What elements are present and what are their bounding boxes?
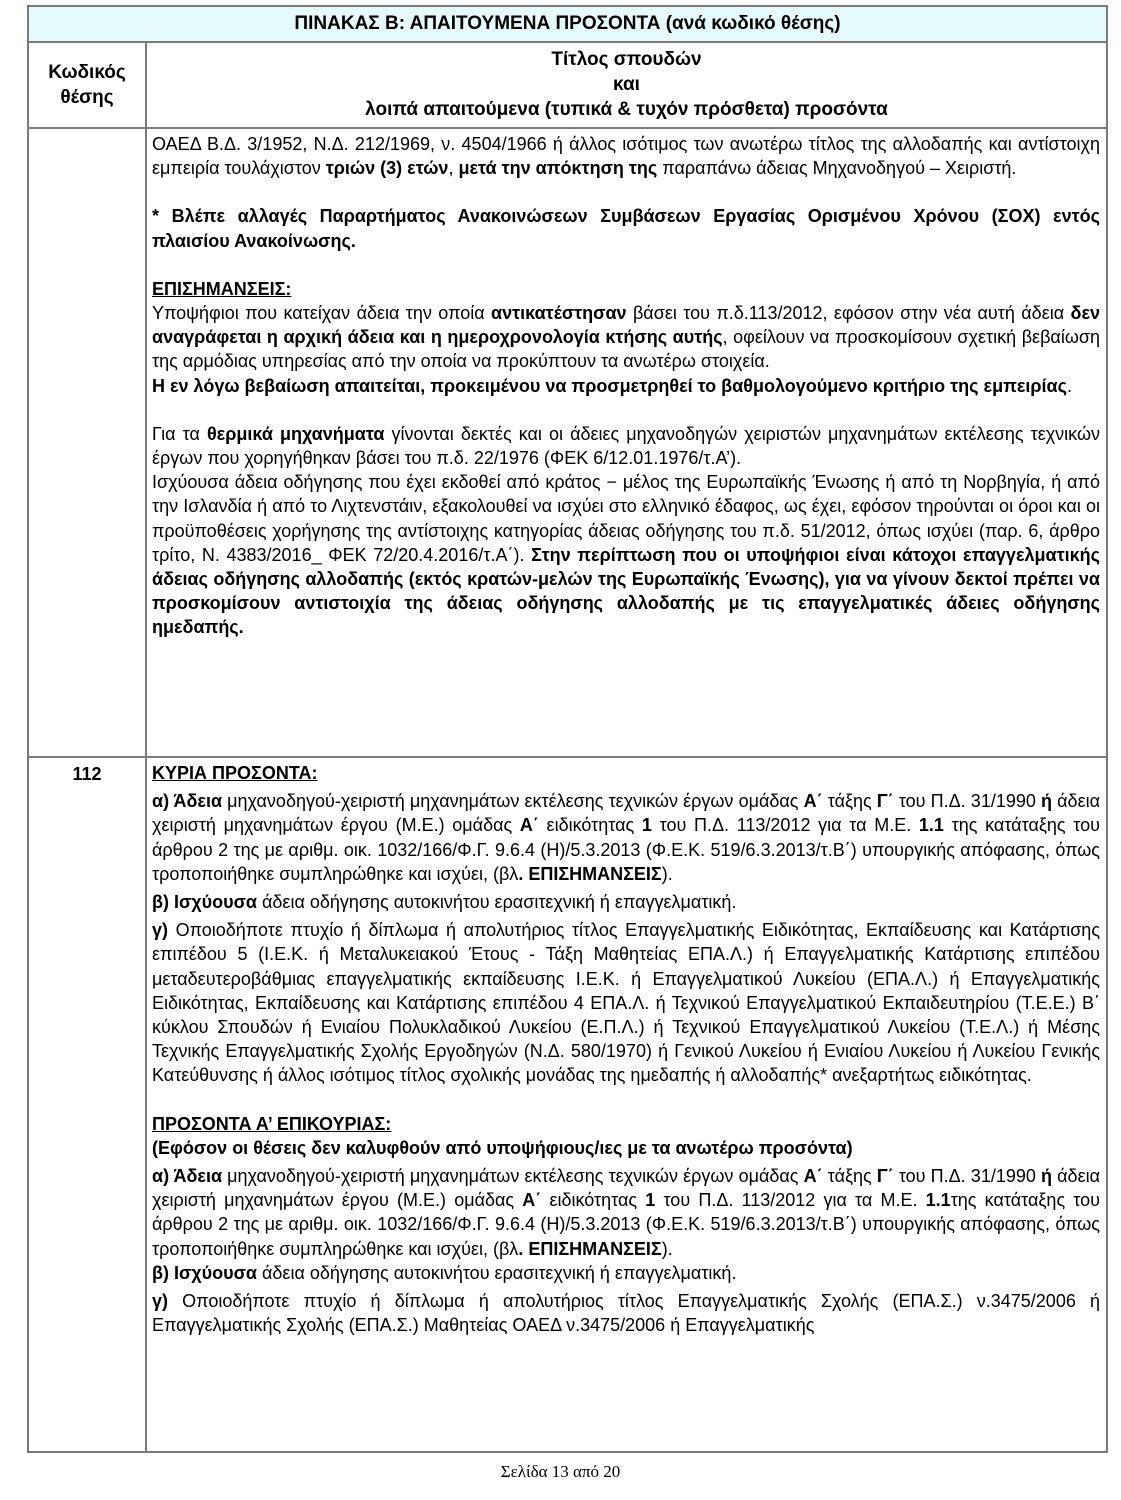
table-title	[28, 6, 1107, 42]
bold-text: β) Ισχύουσα	[152, 892, 257, 913]
text: βάσει του π.δ.113/2012, εφόσον στην νέα αυτή άδεια	[626, 303, 1071, 324]
bold-text: . ΕΠΙΣΗΜΑΝΣΕΙΣ	[518, 1238, 662, 1259]
text: γίνονται δεκτές και οι άδειες μηχανοδηγών χειριστών μηχανημάτων εκτέλεσης τεχνικών έργων που χορηγήθηκαν βάσει του π.δ. 22/1976 (ΦΕΚ 6/12.01.1976/τ.Α’).	[152, 423, 1100, 469]
auxiliary-qualification-c	[152, 1289, 1100, 1337]
position-code-cell	[28, 128, 146, 757]
bold-text: Γ΄	[876, 791, 894, 812]
text: .	[1066, 375, 1072, 396]
bold-text: γ)	[152, 920, 169, 941]
header-code-line1: Κωδικός	[48, 62, 126, 83]
bold-text: 1	[641, 815, 652, 836]
text: μηχανοδηγού-χειριστή μηχανημάτων εκτέλεσης τεχνικών έργων ομάδας	[222, 1166, 804, 1187]
text: παραπάνω άδειας Μηχανοδηγού – Χειριστή.	[657, 158, 1017, 179]
page-number: Σελίδα 13 από 20	[500, 1462, 621, 1481]
bold-text: α) Άδεια	[152, 1166, 223, 1187]
text: της κατάταξης του άρθρου 2 της με αριθμ. οικ. 1032/166/Φ.Γ. 9.6.4 (Η)/5.3.2013 (Φ.Ε.Κ. 519/6.3.2013/τ.Β΄) υπουργικής απόφασης, όπως τροποποιήθηκε συμπληρώθηκε και ισχύει, (βλ	[152, 815, 1100, 884]
bold-text: 1.1	[918, 815, 944, 836]
eu-license-paragraph	[152, 470, 1100, 639]
text: Για τα	[152, 423, 207, 444]
bold-text: δεν αναγράφεται η αρχική άδεια και η ημεροχρονολογία κτήσης αυτής	[152, 303, 1101, 348]
bold-text: Στην περίπτωση που οι υποψήφιοι είναι κάτοχοι επαγγελματικής άδειας οδήγησης αλλοδαπής (εκτός κρατών-μελών της Ευρωπαϊκής Ένωσης), για να γίνουν δεκτοί πρέπει να προσκομίσουν αντιστοιχία της άδειας οδήγησης αλλοδαπής με τις επαγγελματικές άδειες οδήγησης ημεδαπής.	[152, 544, 1100, 638]
table-row	[28, 128, 1107, 757]
header-code-line2: θέσης	[60, 87, 114, 108]
header-desc-line1: Τίτλος σπουδών	[551, 49, 702, 70]
auxiliary-qualification-b	[152, 1261, 1100, 1285]
thermal-machines-paragraph	[152, 422, 1100, 470]
requirements-table	[27, 5, 1108, 1453]
table-title-main: ΠΙΝΑΚΑΣ Β: ΑΠΑΙΤΟΥΜΕΝΑ ΠΡΟΣΟΝΤΑ	[294, 13, 661, 34]
requirements-cell	[146, 757, 1107, 1452]
bold-text: μετά την απόκτηση της	[458, 158, 658, 179]
text: μηχανοδηγού-χειριστή μηχανημάτων εκτέλεσης τεχνικών έργων ομάδας	[222, 791, 804, 812]
first-auxiliary-heading	[152, 1112, 1100, 1136]
qualification-b	[152, 890, 1100, 914]
bold-text: Α΄	[519, 815, 539, 836]
table-title-row	[28, 6, 1107, 42]
bold-text: ή	[1041, 791, 1053, 812]
text: ειδικότητας	[541, 1190, 646, 1211]
header-description-column	[146, 42, 1107, 128]
text: Οποιοδήποτε πτυχίο ή δίπλωμα ή απολυτήριος τίτλος Επαγγελματικής Σχολής (ΕΠΑ.Σ.) ν.3475/2006 ή Επαγγελματικής Σχολής (ΕΠΑ.Σ.) Μαθητείας ΟΑΕΔ ν.3475/2006 ή Επαγγελματικής	[152, 1291, 1100, 1336]
remarks-paragraph-2	[152, 374, 1100, 398]
bold-text: Α΄	[522, 1190, 542, 1211]
text: Ισχύουσα άδεια οδήγησης που έχει εκδοθεί από κράτος − μέλος της Ευρωπαϊκής Ένωσης ή από τη Νορβηγία, ή από την Ισλανδία ή από το Λιχτενστάιν, εξακολουθεί να ισχύει στο ελληνικό έδαφος, ως έχει, εφόσον τηρούνται οι όροι και οι προϋποθέσεις χορήγησης της αντίστοιχης κατηγορίας άδειας οδήγησης του π.δ. 51/2012, όπως ισχύει (παρ. 6, άρθρο τρίτο, Ν. 4383/2016_ ΦΕΚ 72/20.4.2016/τ.Α΄).	[152, 472, 1100, 565]
qualification-a	[152, 789, 1100, 886]
header-code-column	[28, 42, 146, 128]
position-code-cell: 112	[28, 757, 146, 1452]
text: άδεια οδήγησης αυτοκινήτου ερασιτεχνική ή επαγγελματική.	[257, 892, 737, 913]
license-paragraph	[152, 132, 1100, 180]
text: ).	[661, 1238, 673, 1259]
text: Οποιοδήποτε πτυχίο ή δίπλωμα ή απολυτήριος τίτλος Επαγγελματικής Ειδικότητας, Εκπαίδευσης και Κατάρτισης επιπέδου 5 (Ι.Ε.Κ. ή Μεταλυκειακού Έτους - Τάξη Μαθητείας ΕΠΑ.Λ.) ή Επαγγελματικής Κατάρτισης επιπέδου μεταδευτεροβάθμιας επαγγελματικής εκπαίδευσης Ι.Ε.Κ. ή Επαγγελματικού Λυκείου (ΕΠΑ.Λ.) ή Επαγγελματικής Ειδικότητας, Εκπαίδευσης και Κατάρτισης επιπέδου 4 ΕΠΑ.Λ. ή Τεχνικού Επαγγελματικού Εκπαιδευτηρίου (Τ.Ε.Ε.) Β΄ κύκλου Σπουδών ή Ενιαίου Πολυκλαδικού Λυκείου (Ε.Π.Λ.) ή Τεχνικού Επαγγελματικού Λυκείου (Τ.Ε.Λ.) ή Μέσης Τεχνικής Επαγγελματικής Σχολής Εργοδηγών (Ν.Δ. 580/1970) ή Γενικού Λυκείου ή Ενιαίου Λυκείου ή Λυκείου Γενικής Κατεύθυνσης ή άλλος ισότιμος τίτλος σχολικής μονάδας της ημεδαπής ή αλλοδαπής* ανεξαρτήτως ειδικότητας.	[152, 920, 1100, 1086]
requirements-cell	[146, 128, 1107, 757]
header-desc-line3: λοιπά απαιτούμενα (τυπικά & τυχόν πρόσθετα) προσόντα	[365, 99, 888, 120]
text: του Π.Δ. 113/2012 για τα Μ.Ε.	[655, 1190, 926, 1211]
bold-text: ή	[1041, 1166, 1053, 1187]
remarks-paragraph-1	[152, 301, 1100, 374]
text: , οφείλουν να προσκομίσουν σχετική βεβαίωση της αρμόδιας υπηρεσίας από την οποία να προκύπτουν τα ανωτέρω στοιχεία.	[152, 327, 1100, 372]
text: Υποψήφιοι που κατείχαν άδεια την οποία	[152, 303, 492, 324]
text: ΟΑΕΔ Β.Δ. 3/1952, Ν.Δ. 212/1969, ν. 4504/1966 ή άλλος ισότιμος των ανωτέρω τίτλος της αλλοδαπής και αντίστοιχη εμπειρία τουλάχιστον	[152, 134, 1100, 179]
auxiliary-qualification-a	[152, 1164, 1100, 1261]
bold-text: θερμικά μηχανήματα	[206, 423, 385, 444]
bold-text: Α΄	[803, 791, 823, 812]
bold-text: β) Ισχύουσα	[152, 1262, 257, 1283]
text: ).	[661, 863, 673, 884]
bold-text: Α΄	[803, 1166, 823, 1187]
bold-text: Η εν λόγω βεβαίωση απαιτείται, προκειμένου να προσμετρηθεί το βαθμολογούμενο κριτήριο της εμπειρίας	[152, 375, 1067, 396]
text: άδεια χειριστή μηχανημάτων έργου (Μ.Ε.) ομάδας	[152, 791, 1101, 836]
heading-text: ΕΠΙΣΗΜΑΝΣΕΙΣ:	[152, 278, 292, 299]
text: άδεια οδήγησης αυτοκινήτου ερασιτεχνική ή επαγγελματική.	[257, 1262, 737, 1283]
text: τάξης	[822, 1166, 877, 1187]
bold-text: (Εφόσον οι θέσεις δεν καλυφθούν από υποψήφιους/ιες με τα ανωτέρω προσόντα)	[152, 1137, 853, 1158]
table-header-row	[28, 42, 1107, 128]
table-title-suffix: (ανά κωδικό θέσης)	[660, 13, 841, 34]
text: της κατάταξης του άρθρου 2 της με αριθμ. οικ. 1032/166/Φ.Γ. 9.6.4 (Η)/5.3.2013 (Φ.Ε.Κ. 519/6.3.2013/τ.Β΄) υπουργικής απόφασης, όπως τροποποιήθηκε συμπληρώθηκε και ισχύει, (βλ	[152, 1190, 1100, 1259]
bold-text: 1.1	[925, 1190, 951, 1211]
bold-text: 1	[645, 1190, 656, 1211]
bold-text: Γ΄	[876, 1166, 894, 1187]
bold-text: τριών (3) ετών	[325, 158, 449, 179]
bold-text: αντικατέστησαν	[491, 303, 627, 324]
heading-text: ΠΡΟΣΟΝΤΑ Α’ ΕΠΙΚΟΥΡΙΑΣ:	[152, 1113, 392, 1134]
text: του Π.Δ. 31/1990	[893, 791, 1042, 812]
text: τάξης	[822, 791, 877, 812]
text: ,	[448, 158, 459, 179]
header-desc-line2: και	[613, 74, 640, 95]
bold-text: α) Άδεια	[152, 791, 223, 812]
table-row	[28, 757, 1107, 1452]
bold-text: . ΕΠΙΣΗΜΑΝΣΕΙΣ	[518, 863, 662, 884]
qualification-c	[152, 918, 1100, 1087]
text: ειδικότητας	[538, 815, 642, 836]
main-qualifications-heading	[152, 761, 1100, 785]
text: του Π.Δ. 31/1990	[893, 1166, 1042, 1187]
bold-text: * Βλέπε αλλαγές Παραρτήματος Ανακοινώσεων Συμβάσεων Εργασίας Ορισμένου Χρόνου (ΣΟΧ) εντός πλαισίου Ανακοίνωσης.	[152, 206, 1100, 251]
remarks-heading	[152, 277, 1100, 301]
first-auxiliary-note	[152, 1136, 1100, 1160]
text: του Π.Δ. 113/2012 για τα Μ.Ε.	[651, 815, 919, 836]
text: άδεια χειριστή μηχανημάτων έργου (Μ.Ε.) ομάδας	[152, 1166, 1101, 1211]
announcement-note	[152, 204, 1100, 252]
heading-text: ΚΥΡΙΑ ΠΡΟΣΟΝΤΑ:	[152, 763, 318, 783]
bold-text: γ)	[152, 1291, 169, 1312]
